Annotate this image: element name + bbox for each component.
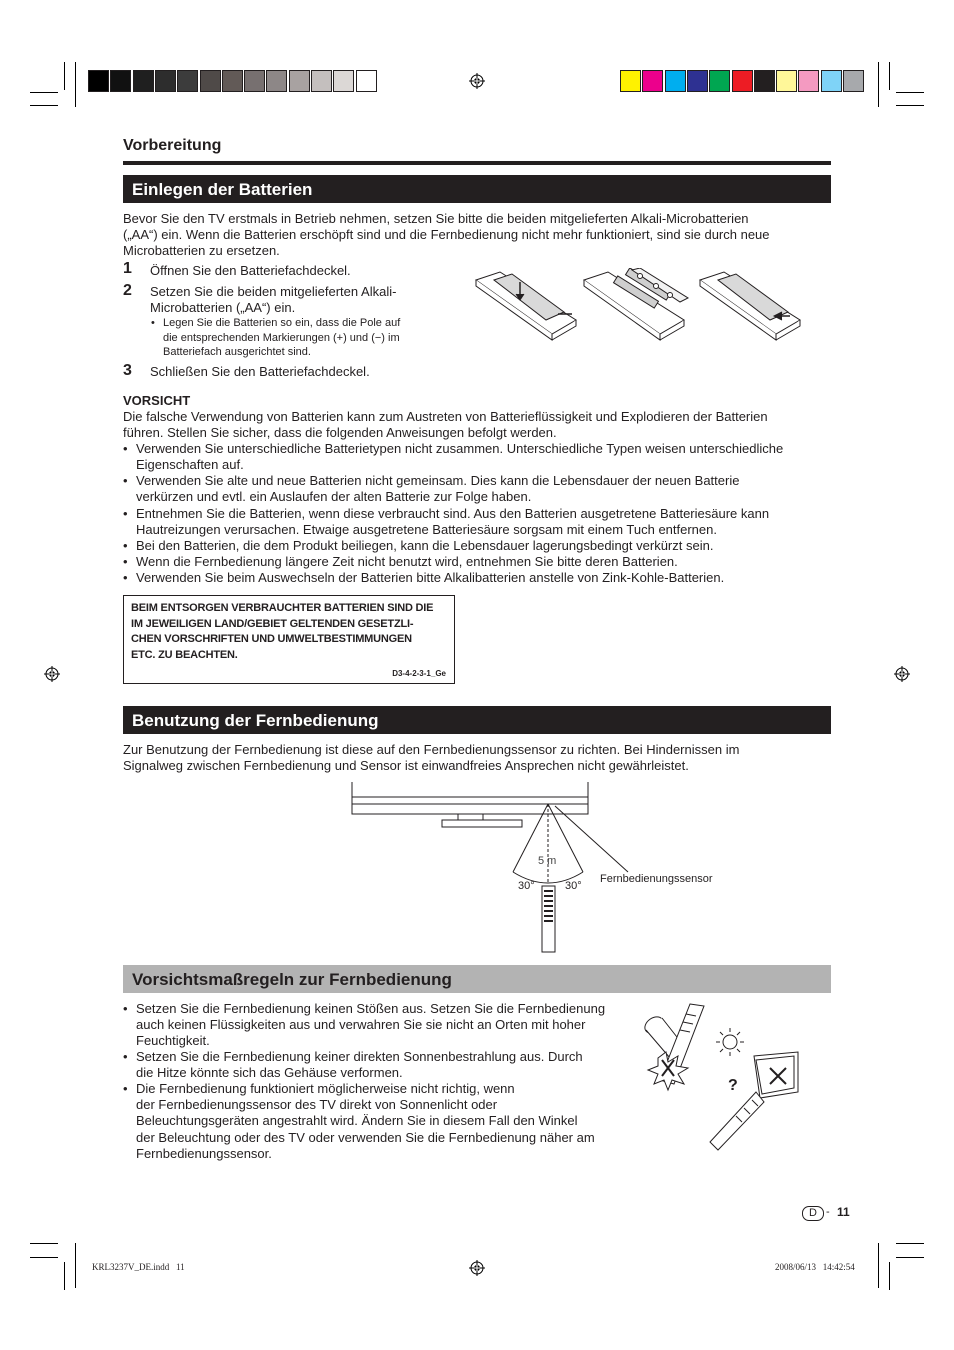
caution-title: VORSICHT xyxy=(123,393,191,408)
step-note xyxy=(151,316,451,360)
color-swatch xyxy=(110,70,131,92)
text-line: die entsprechenden Markierungen (+) und (−) im xyxy=(163,331,400,344)
text-line: Setzen Sie die Fernbedienung keinen Stößen aus. Setzen Sie die Fernbedienung xyxy=(136,1001,606,1016)
bullet-icon: • xyxy=(123,1049,128,1064)
remote-close-cover-icon xyxy=(700,272,800,340)
text-line: führen. Stellen Sie sicher, dass die folgenden Anweisungen befolgt werden. xyxy=(123,425,557,441)
text-line: Beleuchtungsgeräten angestrahlt wird. Ändern Sie in diesem Fall den Winkel xyxy=(136,1113,578,1129)
page-separator: - xyxy=(826,1206,830,1218)
section-label: Vorbereitung xyxy=(123,137,222,154)
precautions-title: Vorsichtsmaßregeln zur Fernbedienung xyxy=(132,970,452,989)
text-line: Fernbedienungssensor. xyxy=(136,1145,272,1161)
color-swatch xyxy=(821,70,842,92)
color-swatch xyxy=(620,70,641,92)
bullet-icon: • xyxy=(123,554,128,569)
usage-title-band xyxy=(123,706,831,734)
language-badge: D xyxy=(802,1206,824,1221)
precautions-title-band xyxy=(123,965,831,993)
usage-title: Benutzung der Fernbedienung xyxy=(132,711,379,730)
caution-bullet xyxy=(123,506,828,538)
crop-mark xyxy=(64,1262,65,1290)
usage-text xyxy=(123,742,833,774)
caution-bullet xyxy=(123,441,828,473)
bullet-icon: • xyxy=(123,441,128,456)
remote-batteries-icon xyxy=(584,268,688,340)
color-swatch xyxy=(155,70,176,92)
precaution-bullet xyxy=(123,1049,643,1081)
precaution-bullet xyxy=(123,1081,643,1162)
batteries-intro xyxy=(123,211,833,260)
caution-bullet xyxy=(123,554,828,570)
text-line: („AA“) ein. Wenn die Batterien erschöpft sind und die Fernbedienung nicht mehr funktioniert, sind sie durch neue xyxy=(123,227,770,243)
text-line: Setzen Sie die beiden mitgelieferten Alkali- xyxy=(150,284,397,299)
text-line: Bevor Sie den TV erstmals in Betrieb nehmen, setzen Sie bitte die beiden mitgelieferten Alkali-Microbatterien xyxy=(123,211,749,226)
sun-icon xyxy=(716,1028,744,1056)
sensor-label: Fernbedienungssensor xyxy=(600,873,713,885)
text-line: IM JEWEILIGEN LAND/GEBIET GELTENDEN GESETZLI- xyxy=(131,617,414,630)
crop-mark xyxy=(75,1243,76,1288)
bullet-icon: • xyxy=(151,317,155,329)
crop-mark xyxy=(30,1243,58,1244)
crop-mark xyxy=(878,62,879,107)
color-swatch xyxy=(776,70,797,92)
text-line: Entnehmen Sie die Batterien, wenn diese verbraucht sind. Aus den Batterien ausgetretene Batteriesäure kann xyxy=(136,506,770,521)
crop-mark xyxy=(878,1243,879,1288)
crop-mark xyxy=(896,1243,924,1244)
crop-mark xyxy=(889,1262,890,1290)
bullet-icon: • xyxy=(123,538,128,553)
angle-right-label: 30° xyxy=(565,880,582,892)
color-swatch xyxy=(843,70,864,92)
crop-mark xyxy=(896,92,924,93)
text-line: Signalweg zwischen Fernbedienung und Sensor ist einwandfreies Ansprechen nicht gewährleistet. xyxy=(123,758,689,774)
caution-bullet xyxy=(123,570,828,586)
color-swatch xyxy=(687,70,708,92)
angle-left-label: 30° xyxy=(518,880,535,892)
tv-icon xyxy=(754,1052,798,1098)
text-line: Zur Benutzung der Fernbedienung ist diese auf den Fernbedienungssensor zu richten. Bei Hindernissen im xyxy=(123,742,740,757)
caution-bullet xyxy=(123,538,828,554)
bullet-icon: • xyxy=(123,473,128,488)
color-swatch xyxy=(356,70,377,92)
color-swatch xyxy=(177,70,198,92)
color-swatch xyxy=(133,70,154,92)
text-line: der Beleuchtung oder des TV oder verwenden Sie die Fernbedienung näher am xyxy=(136,1129,595,1145)
text-line: CHEN VORSCHRIFTEN UND UMWELTBESTIMMUNGEN xyxy=(131,633,412,645)
color-swatch xyxy=(222,70,243,92)
bullet-icon: • xyxy=(123,1081,128,1096)
step-number: 2 xyxy=(123,282,132,299)
registration-mark-icon xyxy=(469,73,485,89)
battery-insertion-illustration xyxy=(472,268,808,343)
text-line: Microbatterien zu ersetzen. xyxy=(123,243,280,259)
text-line: Die Fernbedienung funktioniert möglicherweise nicht richtig, wenn xyxy=(136,1081,515,1096)
tv-icon xyxy=(352,782,588,827)
crop-mark xyxy=(889,62,890,90)
text-line: Setzen Sie die Fernbedienung keiner direkten Sonnenbestrahlung aus. Durch xyxy=(136,1049,583,1064)
header-rule xyxy=(123,161,831,165)
disposal-code: D3-4-2-3-1_Ge xyxy=(392,669,446,678)
color-swatch xyxy=(289,70,310,92)
step-text: Schließen Sie den Batteriefachdeckel. xyxy=(150,364,370,379)
text-line: auch keinen Flüssigkeiten aus und verwahren Sie sie nicht an Orten mit hoher xyxy=(136,1017,586,1033)
page-number: 11 xyxy=(837,1205,850,1219)
color-swatch xyxy=(266,70,287,92)
disposal-notice-box xyxy=(123,595,455,684)
color-swatch xyxy=(709,70,730,92)
disposal-text xyxy=(131,601,433,663)
caution-bullet xyxy=(123,473,828,505)
color-swatch xyxy=(88,70,109,92)
color-swatch xyxy=(200,70,221,92)
color-swatch xyxy=(732,70,753,92)
crop-mark xyxy=(30,92,58,93)
color-swatch xyxy=(244,70,265,92)
color-swatch xyxy=(311,70,332,92)
step-number: 3 xyxy=(123,362,132,379)
text-line: die Hitze könnte sich das Gehäuse verformen. xyxy=(136,1065,403,1081)
footer-file: KRL3237V_DE.indd 11 xyxy=(92,1262,185,1272)
text-line: Hautreizungen verursachen. Etwaige ausgetretene Batteriesäure sorgsam mit einem Tuch entfernen. xyxy=(136,522,717,538)
color-swatch xyxy=(665,70,686,92)
crop-mark xyxy=(75,62,76,107)
batteries-title: Einlegen der Batterien xyxy=(132,180,313,199)
bullet-icon: • xyxy=(123,1001,128,1016)
color-swatch xyxy=(333,70,354,92)
text-line: verkürzen und evtl. ein Auslaufen der alten Batterie zur Folge haben. xyxy=(136,489,532,505)
step-text xyxy=(150,284,396,316)
precautions-illustration xyxy=(636,1000,816,1160)
crop-mark xyxy=(896,1257,924,1258)
text-line: Verwenden Sie unterschiedliche Batterietypen nicht zusammen. Unterschiedliche Typen weisen unterschiedliche xyxy=(136,441,784,456)
footer-datetime: 2008/06/13 14:42:54 xyxy=(775,1262,855,1272)
registration-mark-icon xyxy=(469,1260,485,1276)
distance-label: 5 m xyxy=(538,855,557,867)
text-line: Legen Sie die Batterien so ein, dass die Pole auf xyxy=(163,317,401,329)
remote-open-cover-icon xyxy=(476,272,576,340)
step-number: 1 xyxy=(123,260,132,277)
color-swatch xyxy=(642,70,663,92)
registration-mark-icon xyxy=(894,666,910,682)
crop-mark xyxy=(30,1257,58,1258)
text-line: Die falsche Verwendung von Batterien kann zum Austreten von Batterieflüssigkeit und Explodieren der Batterien xyxy=(123,409,768,424)
remote-range-diagram xyxy=(350,782,630,954)
question-mark-icon: ? xyxy=(728,1077,738,1094)
text-line: Verwenden Sie beim Auswechseln der Batterien bitte Alkalibatterien anstelle von Zink-Kohle-Batterien. xyxy=(136,570,725,585)
text-line: Bei den Batterien, die dem Produkt beiliegen, kann die Lebensdauer lagerungsbedingt verkürzt sein. xyxy=(136,538,714,553)
bullet-icon: • xyxy=(123,506,128,521)
text-line: BEIM ENTSORGEN VERBRAUCHTER BATTERIEN SIND DIE xyxy=(131,602,434,614)
bullet-icon: • xyxy=(123,570,128,585)
step-text: Öffnen Sie den Batteriefachdeckel. xyxy=(150,263,351,278)
precaution-bullet xyxy=(123,1001,643,1050)
crop-mark xyxy=(64,62,65,90)
text-line: Verwenden Sie alte und neue Batterien nicht gemeinsam. Dies kann die Lebensdauer der neuen Batterie xyxy=(136,473,740,488)
text-line: Feuchtigkeit. xyxy=(136,1033,210,1049)
color-swatch xyxy=(798,70,819,92)
batteries-title-band xyxy=(123,175,831,203)
text-line: ETC. ZU BEACHTEN. xyxy=(131,648,238,661)
color-swatch xyxy=(754,70,775,92)
text-line: Eigenschaften auf. xyxy=(136,457,244,473)
text-line: Batteriefach ausgerichtet sind. xyxy=(163,346,311,358)
crop-mark xyxy=(30,105,58,106)
registration-mark-icon xyxy=(44,666,60,682)
remote-control-icon xyxy=(710,1092,764,1150)
text-line: der Fernbedienungssensor des TV direkt von Sonnenlicht oder xyxy=(136,1097,498,1113)
caution-intro xyxy=(123,409,833,441)
text-line: Wenn die Fernbedienung längere Zeit nicht benutzt wird, entnehmen Sie bitte deren Batterien. xyxy=(136,554,678,569)
text-line: Microbatterien („AA“) ein. xyxy=(150,300,296,315)
crop-mark xyxy=(896,105,924,106)
